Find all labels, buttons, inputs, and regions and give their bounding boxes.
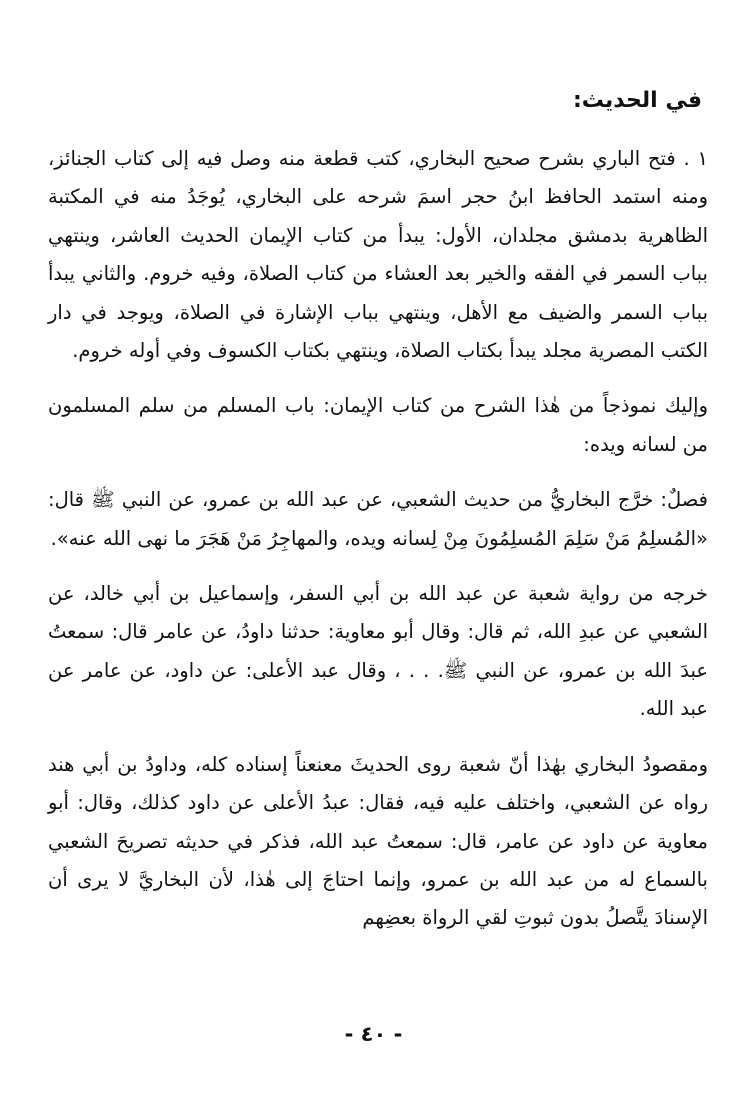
page-number: - ٤٠ -	[344, 1022, 403, 1046]
paragraph-bukhari-purpose: ومقصودُ البخاري بهٰذا أنّ شعبة روى الحديثَ معنعناً إسناده كله، وداودُ بن أبي هند رواه عن الشعبي، واختلف عليه فيه، فقال: عبدُ الأعلى عن داود كذلك، وقال: أبو معاوية عن داود عن عامر، قال: سمعتُ عبد الله، فذكر في حديثه تصريحَ الشعبي بالسماع له من عبد الله بن عمرو، وإنما احتاجَ إلى هٰذا، لأن البخاريَّ لا يرى أن الإسنادَ يتَّصلُ بدون ثبوتِ لقي الرواة بعضِهم	[48, 752, 708, 930]
paragraph-hadith-text: فصلٌ: خرَّج البخاريُّ من حديث الشعبي، عن عبد الله بن عمرو، عن النبي ﷺ قال: «المُسلِمُ مَنْ سَلِمَ المُسلِمُونَ مِنْ لِسانه ويده، والمهاجِرُ مَنْ هَجَرَ ما نهى الله عنه».	[48, 488, 708, 550]
paragraph-narration-chain: خرجه من رواية شعبة عن عبد الله بن أبي السفر، وإسماعيل بن أبي خالد، عن الشعبي عن عبدِ الله، ثم قال: وقال أبو معاوية: حدثنا داودُ، عن عامر قال: سمعتُ عبدَ الله بن عمرو، عن النبي ﷺ. . . ، وقال عبد الأعلى: عن داود، عن عامر عن عبد الله.	[48, 582, 708, 721]
page-body	[48, 76, 708, 955]
paragraph-fath-al-bari: ١ . فتح الباري بشرح صحيح البخاري، كتب قطعة منه وصل فيه إلى كتاب الجنائز، ومنه استمد الحافظ ابنُ حجر اسمَ شرحه على البخاري، يُوجَدُ منه في المكتبة الظاهرية بدمشق مجلدان، الأول: يبدأ من كتاب الإيمان الحديث العاشر، وينتهي بباب السمر في الفقه والخير بعد العشاء من كتاب الصلاة، وفيه خروم. والثاني يبدأ بباب السمر والضيف مع الأهل، وينتهي بباب الإشارة في الصلاة، ويوجد في دار الكتب المصرية مجلد يبدأ بكتاب الصلاة، وينتهي بكتاب الكسوف وفي أوله خروم.	[48, 147, 708, 363]
paragraph-intro-example: وإليك نموذجاً من هٰذا الشرح من كتاب الإيمان: باب المسلم من سلم المسلمون من لسانه ويده:	[48, 394, 708, 456]
section-heading: في الحديث:	[572, 88, 702, 113]
